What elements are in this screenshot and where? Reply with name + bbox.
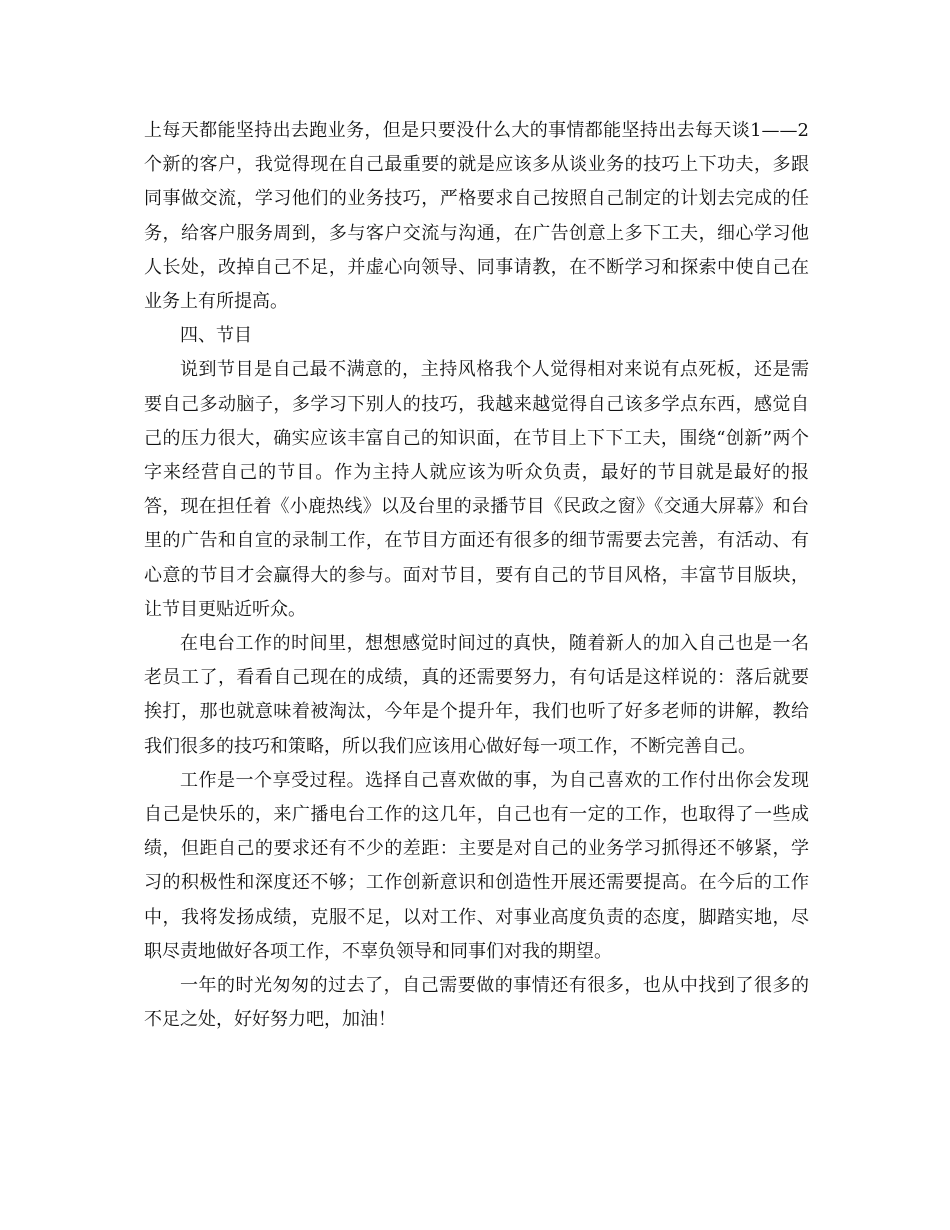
paragraph-programs: 说到节目是自己最不满意的，主持风格我个人觉得相对来说有点死板，还是需要自己多动脑子，多学习下别人的技巧，我越来越觉得自己该多学点东西，感觉自己的压力很大，确实应该丰富自己的知识面，在节目上下下工夫，围绕“创新”两个字来经营自己的节目。作为主持人就应该为听众负责，最好的节目就是最好的报答，现在担任着《小鹿热线》以及台里的录播节目《民政之窗》《交通大屏幕》和台里的广告和自宣的录制工作，在节目方面还有很多的细节需要去完善，有活动、有心意的节目才会赢得大的参与。面对节目，要有自己的节目风格，丰富节目版块，让节目更贴近听众。 [144,359,809,620]
paragraph-conclusion: 一年的时光匆匆的过去了，自己需要做的事情还有很多，也从中找到了很多的不足之处，好好努力吧，加油！ [144,975,809,1031]
document-page [144,114,809,1037]
paragraph-radio-work: 在电台工作的时间里，想想感觉时间过的真快，随着新人的加入自己也是一名老员工了，看看自己现在的成绩，真的还需要努力，有句话是这样说的：落后就要挨打，那也就意味着被淘汰，今年是个提升年，我们也听了好多老师的讲解，教给我们很多的技巧和策略，所以我们应该用心做好每一项工作，不断完善自己。 [144,633,809,757]
paragraph-enjoy-work: 工作是一个享受过程。选择自己喜欢做的事，为自己喜欢的工作付出你会发现自己是快乐的，来广播电台工作的这几年，自己也有一定的工作，也取得了一些成绩，但距自己的要求还有不少的差距：主要是对自己的业务学习抓得还不够紧，学习的积极性和深度还不够；工作创新意识和创造性开展还需要提高。在今后的工作中，我将发扬成绩，克服不足，以对工作、对事业高度负责的态度，脚踏实地，尽职尽责地做好各项工作，不辜负领导和同事们对我的期望。 [144,769,809,962]
section-heading-programs: 四、节目 [180,325,252,347]
paragraph-business: 上每天都能坚持出去跑业务，但是只要没什么大的事情都能坚持出去每天谈1——2个新的客户，我觉得现在自己最重要的就是应该多从谈业务的技巧上下功夫，多跟同事做交流，学习他们的业务技巧，严格要求自己按照自己制定的计划去完成的任务，给客户服务周到，多与客户交流与沟通，在广告创意上多下工夫，细心学习他人长处，改掉自己不足，并虚心向领导、同事请教，在不断学习和探索中使自己在业务上有所提高。 [144,120,809,313]
